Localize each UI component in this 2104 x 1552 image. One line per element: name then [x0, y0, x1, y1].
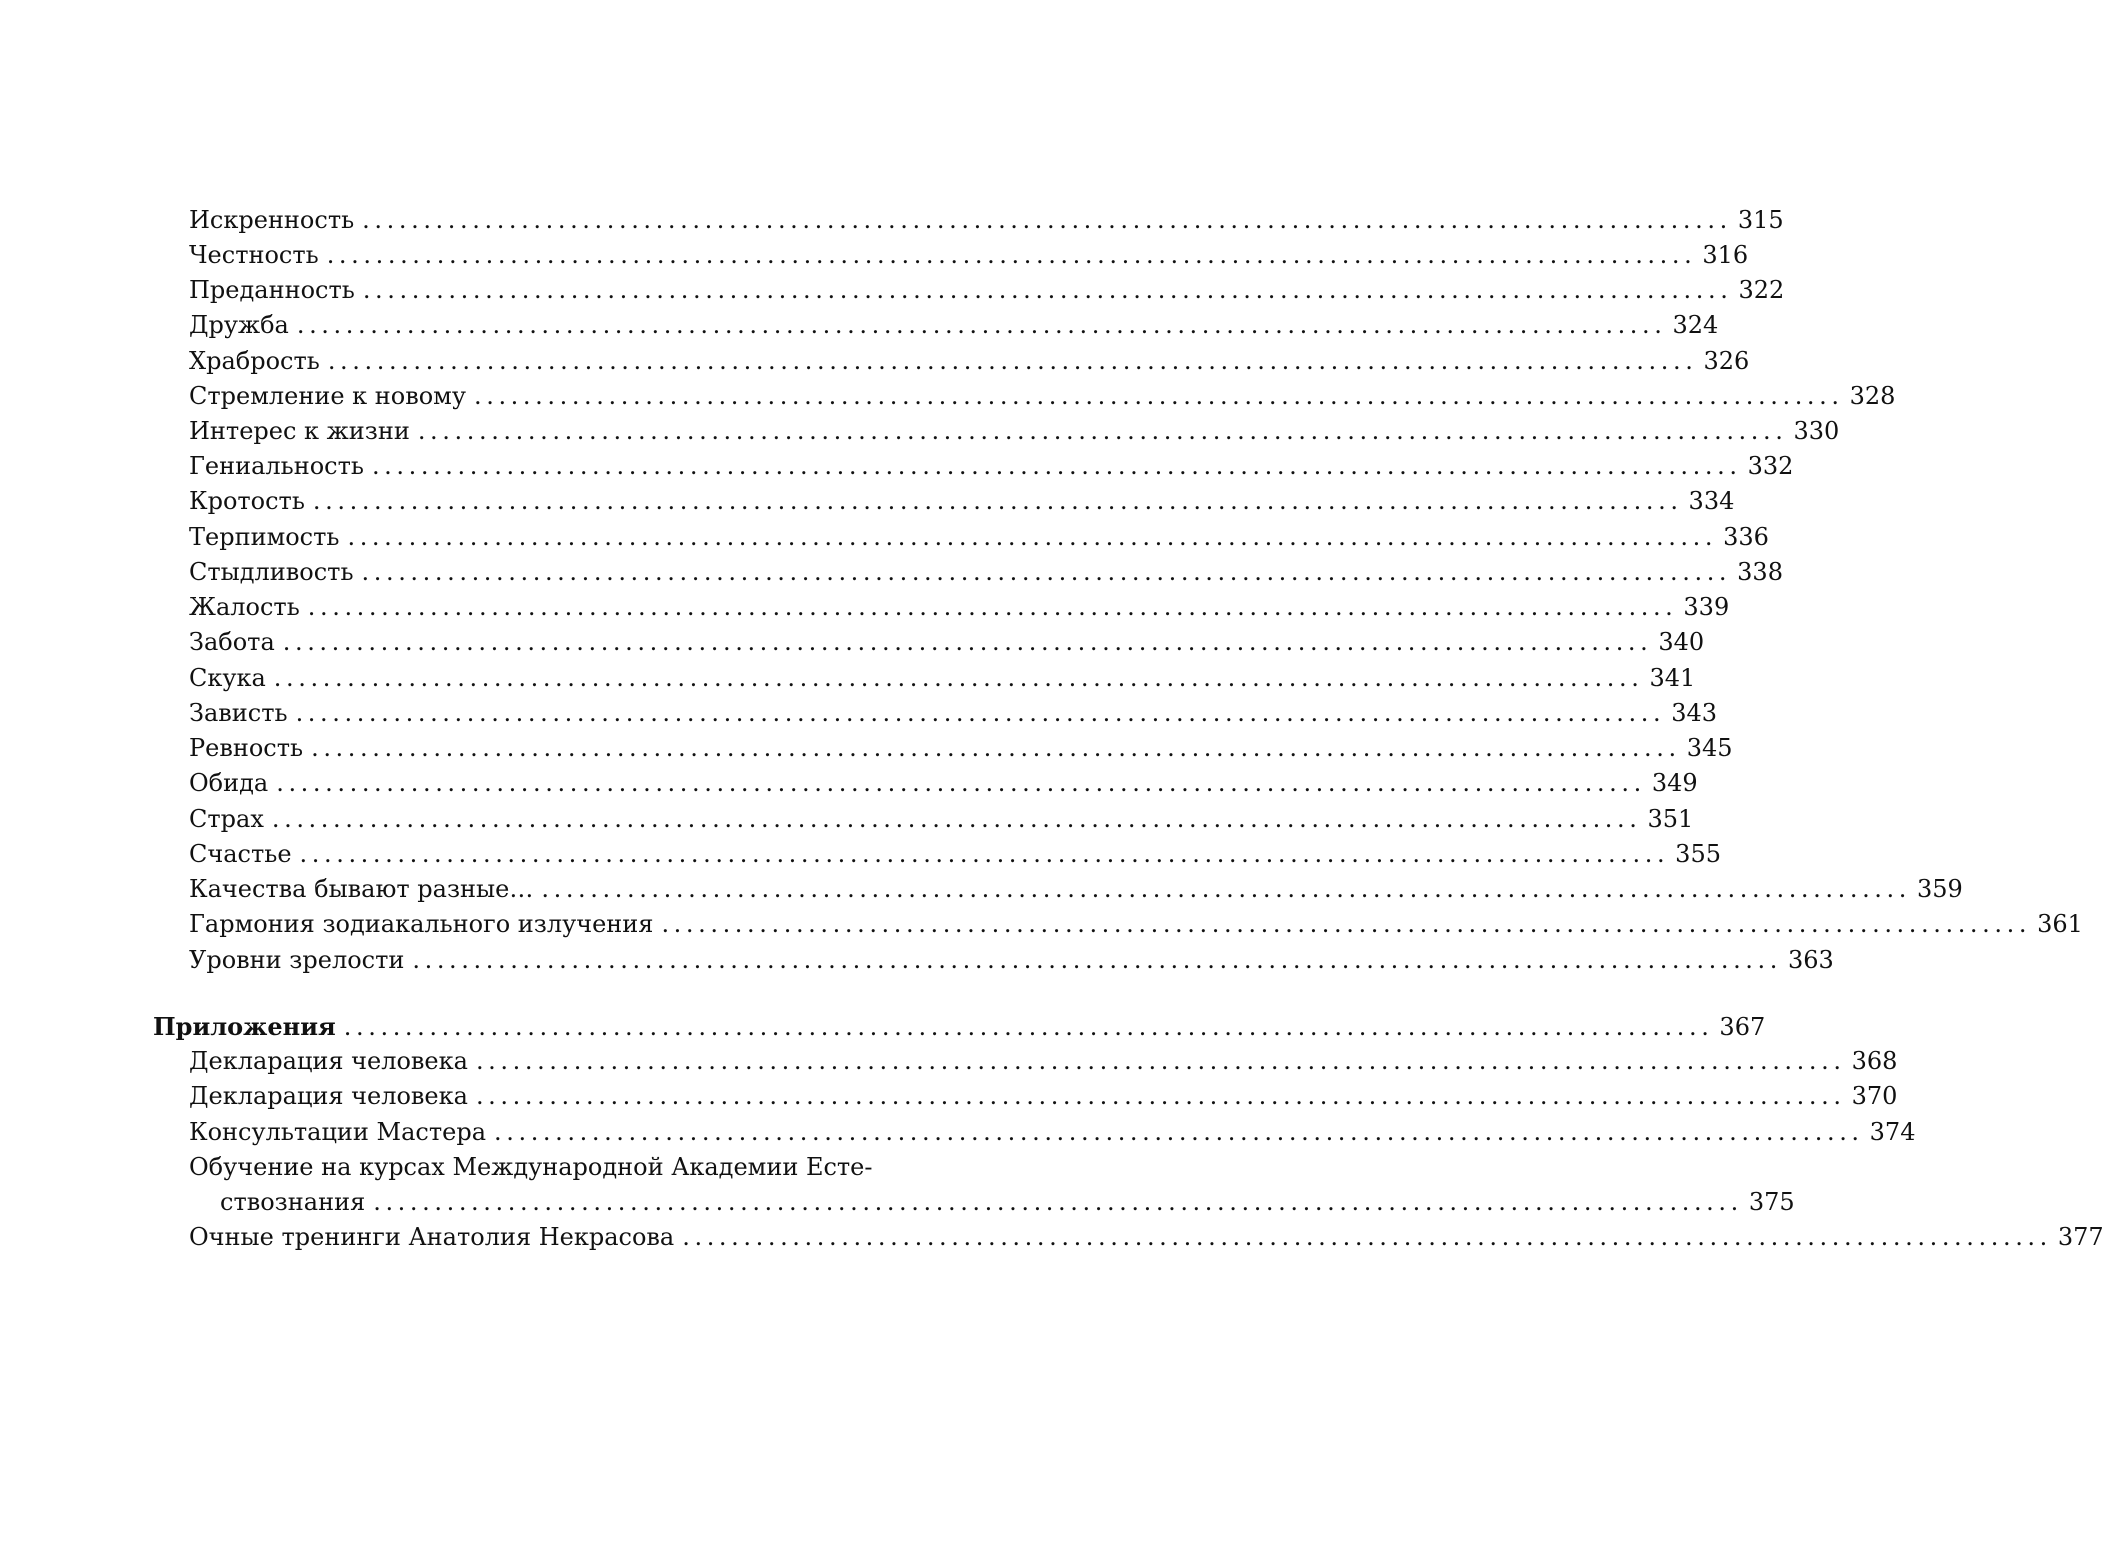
- toc-entry-title: Консультации Мастера: [189, 1118, 487, 1146]
- toc-leader-dots: ................................................................................................................: [682, 1223, 2052, 1251]
- toc-entry-wrapped-second-line[interactable]: [220, 1185, 1795, 1220]
- toc-entry[interactable]: [189, 449, 1794, 484]
- toc-leader-dots: ................................................................................................................: [412, 946, 1782, 974]
- toc-leader-dots: ................................................................................................................: [361, 558, 1732, 586]
- toc-entry-title: Зависть: [189, 699, 288, 727]
- toc-entry-page: 340: [1658, 628, 1705, 656]
- toc-entry-wrapped-first-line[interactable]: Обучение на курсах Международной Академии Есте-: [189, 1153, 873, 1181]
- toc-entry-page: 339: [1683, 593, 1730, 621]
- toc-leader-dots: ................................................................................................................: [473, 382, 1844, 410]
- toc-leader-dots: ................................................................................................................: [307, 593, 1678, 621]
- toc-entry-title: Преданность: [189, 276, 355, 304]
- toc-entry[interactable]: [189, 661, 1696, 696]
- toc-section-heading[interactable]: [153, 1009, 1766, 1044]
- toc-entry-title: Гениальность: [189, 452, 364, 480]
- toc-entry[interactable]: [189, 802, 1694, 837]
- toc-entry-page: 345: [1686, 734, 1733, 762]
- toc-entry-title: Жалость: [189, 593, 300, 621]
- toc-entry-page: 341: [1649, 664, 1696, 692]
- toc-entry-title: Ревность: [189, 734, 304, 762]
- toc-entry-page: 338: [1737, 558, 1783, 586]
- toc-entry-page: 349: [1651, 769, 1698, 797]
- toc-entry-title: Честность: [189, 241, 319, 269]
- toc-entry-page: 377: [2057, 1223, 2104, 1251]
- toc-entry[interactable]: [189, 1044, 1898, 1079]
- toc-entry-page: 324: [1672, 311, 1719, 339]
- toc-entry[interactable]: [189, 273, 1785, 308]
- toc-entry-title: Храбрость: [189, 347, 320, 375]
- toc-leader-dots: ................................................................................................................: [327, 347, 1698, 375]
- toc-entry[interactable]: [189, 555, 1783, 590]
- toc-entry-title: Уровни зрелости: [189, 946, 405, 974]
- toc-entry-page: 322: [1738, 276, 1785, 304]
- toc-entry-page: 328: [1849, 382, 1896, 410]
- toc-leader-dots: ................................................................................................................: [362, 206, 1732, 234]
- toc-leader-dots: ................................................................................................................: [343, 1013, 1714, 1041]
- toc-entry[interactable]: [189, 837, 1721, 872]
- toc-entry-title: ствознания: [220, 1188, 366, 1216]
- toc-entry-title: Скука: [189, 664, 266, 692]
- toc-leader-dots: ................................................................................................................: [494, 1118, 1864, 1146]
- toc-entry-title: Декларация человека: [189, 1047, 468, 1075]
- toc-entry-page: 326: [1703, 347, 1750, 375]
- toc-entry[interactable]: [189, 308, 1719, 343]
- toc-entry-title: Стремление к новому: [189, 382, 466, 410]
- toc-entry-title: Кротость: [189, 487, 305, 515]
- toc-leader-dots: ................................................................................................................: [661, 910, 2032, 938]
- toc-entry-title: Интерес к жизни: [189, 417, 410, 445]
- toc-entry[interactable]: [189, 943, 1834, 978]
- toc-entry-page: 334: [1688, 487, 1735, 515]
- toc-leader-dots: ................................................................................................................: [276, 769, 1646, 797]
- toc-entry[interactable]: [189, 1220, 2104, 1255]
- toc-leader-dots: ................................................................................................................: [273, 664, 1644, 692]
- toc-entry[interactable]: [189, 344, 1750, 379]
- toc-entry[interactable]: [189, 520, 1769, 555]
- toc-entry-page: 359: [1917, 875, 1963, 903]
- toc-entry-title: Обида: [189, 769, 269, 797]
- toc-entry-title: Очные тренинги Анатолия Некрасова: [189, 1223, 675, 1251]
- toc-leader-dots: ................................................................................................................: [541, 875, 1911, 903]
- toc-entry-title: Гармония зодиакального излучения: [189, 910, 654, 938]
- toc-leader-dots: ................................................................................................................: [296, 311, 1667, 339]
- toc-entry-title: Дружба: [189, 311, 289, 339]
- toc-leader-dots: ................................................................................................................: [312, 487, 1683, 515]
- toc-leader-dots: ................................................................................................................: [347, 523, 1718, 551]
- toc-entry-page: 336: [1723, 523, 1769, 551]
- toc-entry-title: Качества бывают разные…: [189, 875, 534, 903]
- toc-entry-page: 375: [1748, 1188, 1795, 1216]
- toc-entry-page: 374: [1869, 1118, 1916, 1146]
- toc-entry-page: 315: [1737, 206, 1784, 234]
- toc-entry[interactable]: [189, 872, 1963, 907]
- toc-entry-title: Стыдливость: [189, 558, 354, 586]
- toc-entry-page: 332: [1747, 452, 1794, 480]
- toc-entry[interactable]: [189, 1079, 1898, 1114]
- toc-entry-page: 351: [1647, 805, 1694, 833]
- toc-entry-page: 355: [1675, 840, 1721, 868]
- toc-leader-dots: ................................................................................................................: [475, 1082, 1846, 1110]
- toc-entry[interactable]: [189, 379, 1896, 414]
- toc-leader-dots: ................................................................................................................: [295, 699, 1666, 727]
- toc-leader-dots: ................................................................................................................: [362, 276, 1733, 304]
- toc-leader-dots: ................................................................................................................: [311, 734, 1681, 762]
- toc-entry[interactable]: [189, 590, 1730, 625]
- toc-entry-page: 330: [1793, 417, 1840, 445]
- toc-entry-title: Терпимость: [189, 523, 340, 551]
- toc-entry-title: Искренность: [189, 206, 355, 234]
- toc-entry-page: 316: [1702, 241, 1749, 269]
- toc-entry-page: 368: [1851, 1047, 1898, 1075]
- toc-entry-title: Декларация человека: [189, 1082, 468, 1110]
- toc-entry[interactable]: [189, 731, 1733, 766]
- toc-leader-dots: ................................................................................................................: [326, 241, 1697, 269]
- toc-entry-page: 363: [1788, 946, 1834, 974]
- toc-entry[interactable]: [189, 414, 1840, 449]
- toc-leader-dots: ................................................................................................................: [271, 805, 1642, 833]
- toc-leader-dots: ................................................................................................................: [299, 840, 1670, 868]
- toc-entry[interactable]: [189, 484, 1735, 519]
- toc-entry[interactable]: [189, 238, 1749, 273]
- toc-entry-page: 367: [1719, 1013, 1766, 1041]
- toc-section-title: Приложения: [153, 1012, 336, 1041]
- toc-entry-page: 343: [1671, 699, 1718, 727]
- toc-leader-dots: ................................................................................................................: [417, 417, 1788, 445]
- toc-entry-title: Забота: [189, 628, 275, 656]
- toc-entry[interactable]: [189, 625, 1705, 660]
- toc-leader-dots: ................................................................................................................: [282, 628, 1653, 656]
- toc-entry[interactable]: [189, 1115, 1916, 1150]
- toc-leader-dots: ................................................................................................................: [373, 1188, 1743, 1216]
- toc-entry[interactable]: [189, 696, 1718, 731]
- toc-entry[interactable]: [189, 907, 2083, 942]
- toc-entry[interactable]: [189, 766, 1698, 801]
- toc-entry-title: Счастье: [189, 840, 292, 868]
- toc-leader-dots: ................................................................................................................: [371, 452, 1742, 480]
- toc-entry-page: 361: [2037, 910, 2083, 938]
- toc-entry-title: Страх: [189, 805, 264, 833]
- toc-leader-dots: ................................................................................................................: [475, 1047, 1846, 1075]
- toc-entry[interactable]: [189, 203, 1784, 238]
- toc-entry-page: 370: [1851, 1082, 1898, 1110]
